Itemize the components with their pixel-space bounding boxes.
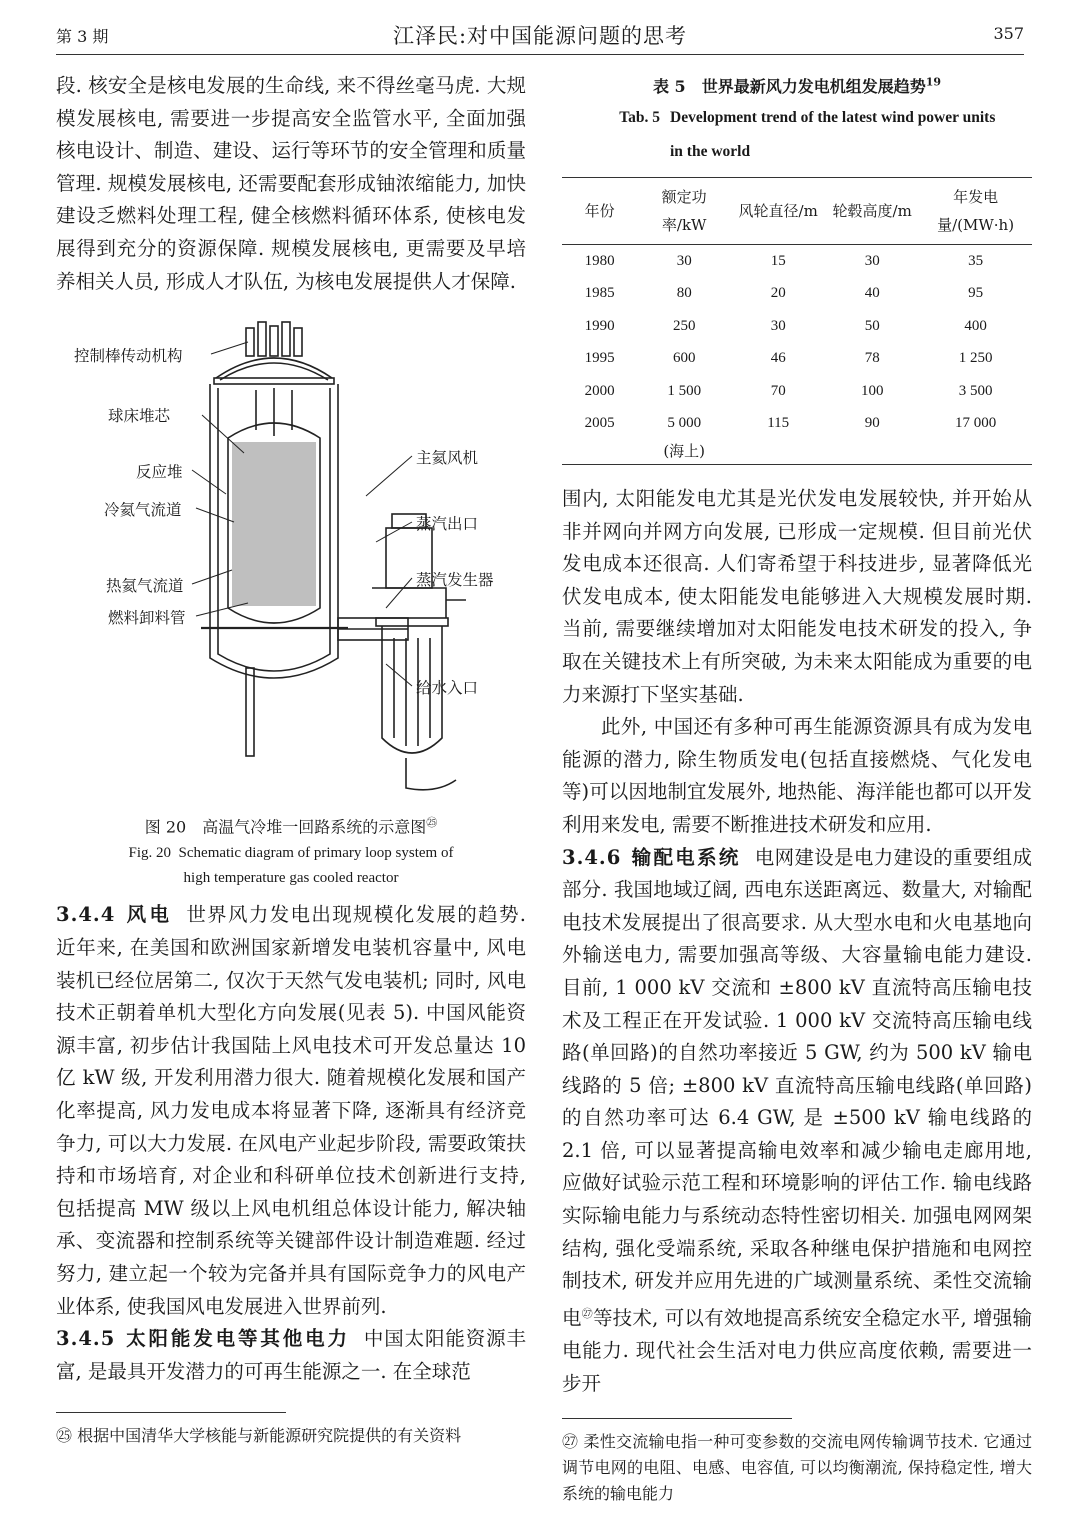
solar-section-start: 3.4.5 太阳能发电等其他电力 中国太阳能资源丰富, 是最具开发潜力的可再生能源之一. 在全球范 (56, 1327, 526, 1383)
issue-number: 第 3 期 (56, 27, 109, 46)
table-row: 1985 80 20 40 95 (584, 285, 984, 302)
wind-section: 3.4.4 风电 世界风力发电出现规模化发展的趋势. 近年来, 在美国和欧洲国家新增发电装机容量中, 风电装机已经位居第二, 仅次于天然气发电装机; 同时, 风电技术正朝着单机大型化方向发展(见表 5). 中国风能资源丰富, 初步估计我国陆上风电技术可开发总量达 10 亿 kW 级, 开发利用潜力很大. 随着规模化发展和国产化率提高, 风力发电成本将显著下降, 逐渐具有经济竞争力, 可以大力发展. 在风电产业起步阶段, 需要政策扶持和市场培育, 对企业和科研单位技术创新进行支持, 包括提高 MW 级以上风电机组总体设计能力, 解决轴承、变流器和控制系统等关键部件设计制造难题. 经过努力, 建立起一个较为完备并具有国际竞争力的风电产业体系, 使我国风电发展进入世界前列. (56, 903, 526, 1318)
col-year: 年份 (584, 202, 615, 220)
label-steam-generator: 蒸汽发生器 (416, 571, 494, 590)
label-main-helium-blower: 主氦风机 (416, 449, 479, 468)
reactor-diagram (56, 318, 526, 808)
footnote-rule (56, 1412, 286, 1413)
footnote-rule (562, 1418, 792, 1419)
offshore-note: (海上) (663, 442, 706, 460)
table-row: 1980 30 15 30 35 (584, 252, 984, 269)
left-column (56, 70, 526, 1449)
label-control-rod-drive: 控制棒传动机构 (74, 347, 183, 366)
right-column (562, 70, 1032, 1507)
table-caption-en: Tab. 5 Development trend of the latest wind power units in the world (619, 109, 996, 160)
label-reactor: 反应堆 (136, 463, 183, 482)
pebble-bed-texture (232, 442, 316, 606)
table-caption-cn: 表 5 世界最新风力发电机组发展趋势$^{19}$ (652, 75, 942, 96)
col-rated-power: 额定功率/kW (661, 188, 707, 234)
table-row: 2000 1 500 70 100 3 500 (584, 382, 993, 399)
label-cold-helium-channel: 冷氦气流道 (104, 501, 182, 520)
article-title: 江泽民:对中国能源问题的思考 (392, 24, 688, 48)
wind-trend-table (562, 177, 1032, 465)
table-row: 1995 600 46 78 1 250 (584, 350, 993, 367)
nuclear-paragraph: 段. 核安全是核电发展的生命线, 来不得丝毫马虎. 大规模发展核电, 需要进一步提高安全监管水平, 全面加强核电设计、制造、建设、运行等环节的安全管理和质量管理. 规模发展核电, 还需要配套形成铀浓缩能力, 加快建设乏燃料处理工程, 健全核燃料循环体系, 使核电发展得到充分的资源保障. 规模发展核电, 更需要及早培养相关人员, 形成人才队伍, 为核电发展提供人才保障. (56, 74, 526, 293)
figure-caption-en: Fig. 20 Schematic diagram of primary loop system of high temperature gas cooled reactor (128, 845, 454, 887)
footnote-27: ㉗ 柔性交流输电指一种可变参数的交流电网传输调节技术. 它通过调节电网的电阻、电感、电容值, 可以均衡潮流, 保持稳定性, 增大系统的输电能力 (562, 1432, 1032, 1504)
footnote-25: ㉕ 根据中国清华大学核能与新能源研究院提供的有关资料 (56, 1426, 462, 1446)
col-annual-output: 年发电量/(MW·h) (937, 188, 1015, 234)
transmission-section: 3.4.6 输配电系统 电网建设是电力建设的重要组成部分. 我国地域辽阔, 西电东送距离远、数量大, 对输配电技术发展提出了很高要求. 从大型水电和火电基地向外输送电力, 需要加强高等级、大容量输电能力建设. 目前, 1 000 kV 交流和 ±800 kV 直流特高压输电技术及工程正在开发试验. 1 000 kV 交流特高压输电线路(单回路)的自然功率接近 5 GW, 约为 500 kV 输电线路的 5 倍; ±800 kV 直流特高压输电线路(单回路)的自然功率可达 6.4 GW, 是 ±500 kV 输电线路的 2.1 倍, 可以显著提高输电效率和减少输电走廊用地, 应做好试验示范工程和环境影响的评估工作. 输电线路实际输电能力与系统动态特性密切相关. 加强电网网架结构, 强化受端系统, 采取各种继电保护措施和电网控制技术, 研发并应用先进的广域测量系统、柔性交流输电$^㉗$等技术, 可以有效地提高系统安全稳定水平, 增强输电能力. 现代社会生活对电力供应高度依赖, 需要进一步开 (562, 845, 1032, 1395)
table-row: 1990 250 30 50 400 (584, 317, 987, 334)
table-note-row (562, 440, 1032, 465)
col-hub-height: 轮毂高度/m (832, 202, 912, 220)
running-header (56, 18, 1024, 55)
label-hot-helium-channel: 热氦气流道 (106, 577, 184, 596)
page-number: 357 (993, 24, 1024, 43)
figure-caption-cn: 图 20 高温气冷堆一回路系统的示意图$^㉕$ (144, 816, 438, 837)
label-feedwater-inlet: 给水入口 (416, 679, 479, 698)
label-steam-outlet: 蒸汽出口 (416, 515, 479, 534)
label-fuel-discharge-tube: 燃料卸料管 (108, 609, 186, 628)
col-rotor-diameter: 风轮直径/m (738, 202, 818, 220)
other-renewables-paragraph: 此外, 中国还有多种可再生能源资源具有成为发电能源的潜力, 除生物质发电(包括直接燃烧、气化发电等)可以因地制宜发展外, 地热能、海洋能也都可以开发利用来发电, 需要不断推进技术研发和应用. (562, 715, 1032, 836)
label-pebble-bed-core: 球床堆芯 (108, 407, 171, 426)
solar-paragraph: 围内, 太阳能发电尤其是光伏发电发展较快, 并开始从非并网向并网方向发展, 已形成一定规模. 但目前光伏发电成本还很高. 人们寄希望于科技进步, 显著降低光伏发电成本, 使太阳能发电能够进入大规模发展时期. 当前, 需要继续增加对太阳能发电技术研发的投入, 争取在关键技术上有所突破, 为未来太阳能成为重要的电力来源打下坚实基础. (562, 487, 1032, 706)
reactor-figure (56, 318, 526, 808)
table-row: 2005 5 000 115 90 17 000 (584, 415, 997, 432)
